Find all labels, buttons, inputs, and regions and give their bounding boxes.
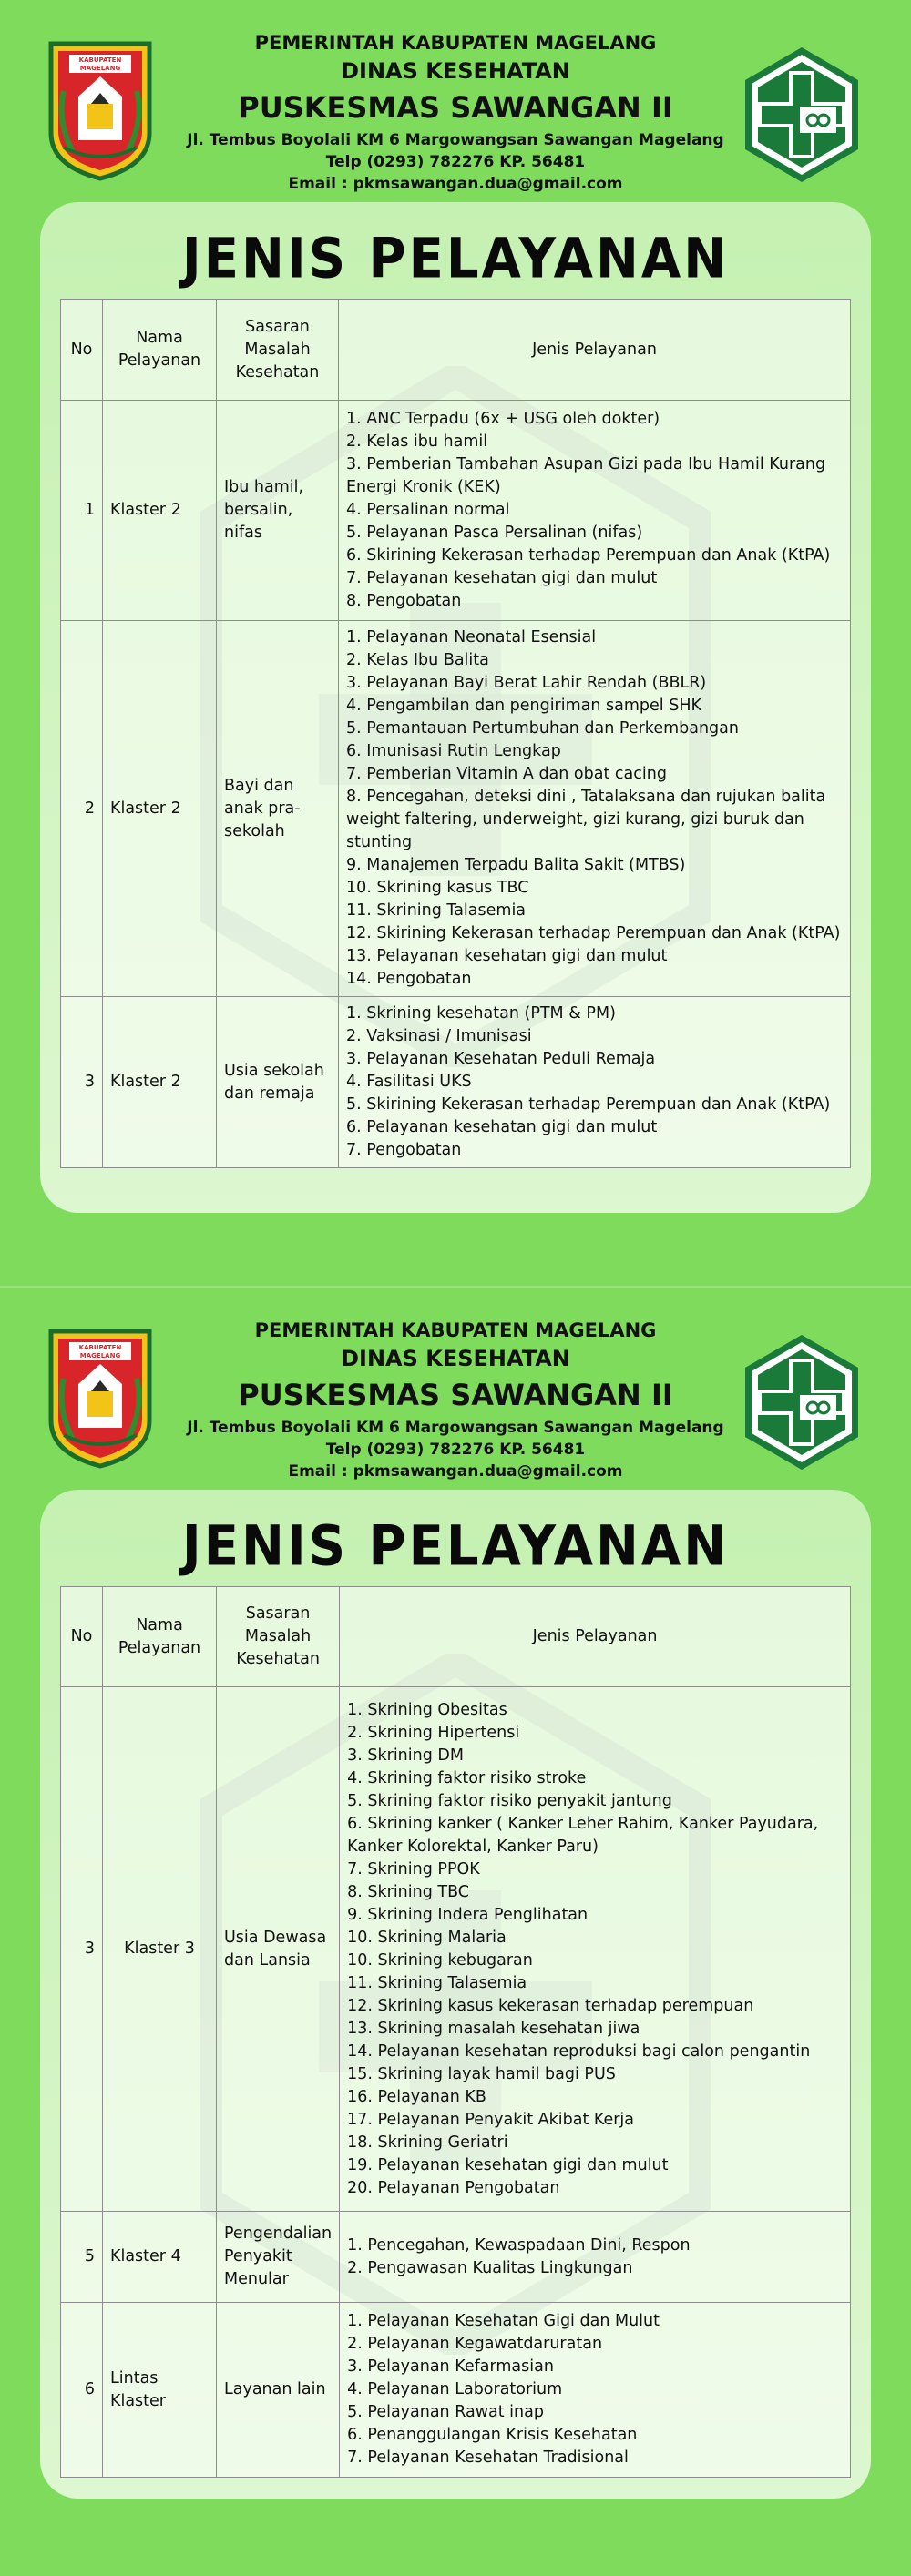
- service-item: 16. Pelayanan KB: [347, 2087, 486, 2106]
- row-no: 2: [61, 621, 103, 997]
- table-header-row: [61, 300, 851, 401]
- service-item: 15. Skrining layak hamil bagi PUS: [347, 2064, 616, 2083]
- table-row: [61, 2212, 851, 2303]
- svg-text:MAGELANG: MAGELANG: [79, 65, 121, 72]
- service-list: [347, 2310, 843, 2469]
- service-item: 6. Penanggulangan Krisis Kesehatan: [347, 2426, 638, 2444]
- service-list: [346, 626, 843, 991]
- service-item: 18. Skrining Geriatri: [347, 2133, 508, 2152]
- row-no: 5: [61, 2212, 103, 2303]
- clinic-phone: Telp (0293) 782276 KP. 56481: [325, 1441, 586, 1459]
- row-sasaran: Ibu hamil, bersalin, nifas: [217, 401, 339, 621]
- service-item: 3. Pelayanan Bayi Berat Lahir Rendah (BBLR): [346, 674, 707, 692]
- service-item: 6. Imunisasi Rutin Lengkap: [346, 742, 561, 760]
- page-2: [0, 1288, 911, 2571]
- service-item: 1. Pelayanan Kesehatan Gigi dan Mulut: [347, 2312, 660, 2330]
- service-item: 6. Skrining kanker ( Kanker Leher Rahim, Kanker Payudara, Kanker Kolorektal, Kanker Paru): [347, 1814, 819, 1856]
- service-item: 1. Skrining Obesitas: [347, 1700, 507, 1719]
- row-nama: Lintas Klaster: [103, 2303, 217, 2478]
- services-table: [60, 299, 851, 1168]
- clinic-phone: Telp (0293) 782276 KP. 56481: [325, 153, 586, 171]
- clinic-email: Email : pkmsawangan.dua@gmail.com: [288, 175, 623, 193]
- row-no: 3: [61, 997, 103, 1168]
- row-nama: Klaster 4: [103, 2212, 217, 2303]
- service-item: 4. Persalinan normal: [346, 501, 510, 519]
- service-item: 5. Pelayanan Rawat inap: [347, 2403, 544, 2421]
- row-sasaran: Pengendalian Penyakit Menular: [217, 2212, 340, 2303]
- service-item: 2. Kelas Ibu Balita: [346, 651, 489, 669]
- service-list: [346, 1003, 843, 1162]
- service-item: 2. Pengawasan Kualitas Lingkungan: [347, 2258, 633, 2277]
- service-item: 7. Skrining PPOK: [347, 1859, 480, 1879]
- service-item: 11. Skrining Talasemia: [346, 901, 527, 920]
- puskesmas-cross-logo: [740, 44, 864, 186]
- service-item: 2. Skrining Hipertensi: [347, 1723, 520, 1742]
- government-name: PEMERINTAH KABUPATEN MAGELANG: [254, 32, 657, 54]
- service-item: 5. Skirining Kekerasan terhadap Perempuan dan Anak (KtPA): [346, 1095, 831, 1114]
- service-item: 1. Skrining kesehatan (PTM & PM): [346, 1004, 616, 1023]
- department-name: DINAS KESEHATAN: [341, 58, 570, 84]
- clinic-name: PUSKESMAS SAWANGAN II: [238, 1378, 673, 1412]
- content-card: [40, 202, 871, 1213]
- header-no: No: [61, 1587, 103, 1687]
- header-jenis: Jenis Pelayanan: [340, 1587, 851, 1687]
- service-list: [347, 1699, 843, 2200]
- service-item: 4. Pengambilan dan pengiriman sampel SHK: [346, 697, 701, 715]
- header-no: No: [61, 300, 103, 401]
- clinic-address: Jl. Tembus Boyolali KM 6 Margowangsan Sawangan Magelang: [187, 131, 724, 149]
- row-services: [340, 2303, 851, 2478]
- row-sasaran: Usia Dewasa dan Lansia: [217, 1687, 340, 2212]
- service-item: 1. Pencegahan, Kewaspadaan Dini, Respon: [347, 2235, 691, 2255]
- service-item: 2. Vaksinasi / Imunisasi: [346, 1027, 532, 1045]
- service-item: 12. Skrining kasus kekerasan terhadap perempuan: [347, 1996, 754, 2015]
- row-services: [339, 401, 851, 621]
- service-item: 7. Pengobatan: [346, 1141, 462, 1159]
- row-services: [340, 1687, 851, 2212]
- row-sasaran: Usia sekolah dan remaja: [217, 997, 339, 1168]
- service-item: 11. Skrining Talasemia: [347, 1973, 527, 1992]
- letterhead-text: [182, 29, 729, 195]
- header-sasaran: Sasaran Masalah Kesehatan: [217, 300, 339, 401]
- service-item: 20. Pelayanan Pengobatan: [347, 2178, 560, 2197]
- services-table: [60, 1586, 851, 2478]
- row-services: [339, 997, 851, 1168]
- svg-text:MAGELANG: MAGELANG: [79, 1352, 121, 1359]
- service-item: 10. Skrining kebugaran: [347, 1950, 533, 1970]
- service-item: 12. Skirining Kekerasan terhadap Perempuan dan Anak (KtPA): [346, 924, 841, 942]
- service-item: 8. Pencegahan, deteksi dini , Tatalaksana dan rujukan balita weight faltering, underweight, gizi kurang, gizi buruk dan stunting: [346, 788, 826, 851]
- puskesmas-cross-logo: [740, 1331, 864, 1473]
- service-item: 3. Skrining DM: [347, 1746, 464, 1765]
- header-nama: Nama Pelayanan: [103, 300, 217, 401]
- service-item: 8. Pengobatan: [346, 592, 462, 610]
- service-item: 19. Pelayanan kesehatan gigi dan mulut: [347, 2155, 669, 2174]
- page-title: JENIS PELAYANAN: [181, 227, 730, 291]
- row-services: [340, 2212, 851, 2303]
- row-services: [339, 621, 851, 997]
- kabupaten-magelang-logo: [46, 38, 155, 182]
- service-item: 10. Skrining Malaria: [347, 1928, 507, 1947]
- clinic-email: Email : pkmsawangan.dua@gmail.com: [288, 1462, 623, 1481]
- service-item: 14. Pengobatan: [346, 970, 472, 988]
- service-item: 5. Pemantauan Pertumbuhan dan Perkembangan: [346, 719, 739, 738]
- service-item: 8. Skrining TBC: [347, 1882, 470, 1901]
- clinic-name: PUSKESMAS SAWANGAN II: [238, 90, 673, 125]
- service-item: 14. Pelayanan kesehatan reproduksi bagi calon pengantin: [347, 2041, 811, 2061]
- service-item: 7. Pemberian Vitamin A dan obat cacing: [346, 765, 667, 783]
- header-jenis: Jenis Pelayanan: [339, 300, 851, 401]
- row-sasaran: Layanan lain: [217, 2303, 340, 2478]
- table-row: [61, 2303, 851, 2478]
- kabupaten-magelang-logo: [46, 1326, 155, 1470]
- row-sasaran: Bayi dan anak pra- sekolah: [217, 621, 339, 997]
- row-no: 6: [61, 2303, 103, 2478]
- service-list: [347, 2235, 843, 2280]
- government-name: PEMERINTAH KABUPATEN MAGELANG: [254, 1319, 657, 1341]
- service-item: 5. Pelayanan Pasca Persalinan (nifas): [346, 524, 643, 542]
- row-nama: Klaster 2: [103, 621, 217, 997]
- service-item: 5. Skrining faktor risiko penyakit jantung: [347, 1791, 672, 1810]
- department-name: DINAS KESEHATAN: [341, 1346, 570, 1371]
- service-item: 3. Pelayanan Kefarmasian: [347, 2357, 554, 2376]
- service-item: 10. Skrining kasus TBC: [346, 879, 529, 897]
- row-no: 1: [61, 401, 103, 621]
- row-no: 3: [61, 1687, 103, 2212]
- letterhead-text: [182, 1317, 729, 1482]
- service-item: 3. Pelayanan Kesehatan Peduli Remaja: [346, 1050, 656, 1068]
- table-row: [61, 621, 851, 997]
- svg-text:KABUPATEN: KABUPATEN: [78, 56, 122, 64]
- service-item: 4. Pelayanan Laboratorium: [347, 2380, 563, 2398]
- page-1: [0, 0, 911, 1284]
- service-list: [346, 408, 843, 613]
- table-row: [61, 1687, 851, 2212]
- table-row: [61, 997, 851, 1168]
- service-item: 17. Pelayanan Penyakit Akibat Kerja: [347, 2110, 635, 2129]
- service-item: 9. Skrining Indera Penglihatan: [347, 1905, 589, 1924]
- table-header-row: [61, 1587, 851, 1687]
- service-item: 1. ANC Terpadu (6x + USG oleh dokter): [346, 410, 660, 428]
- table-row: [61, 401, 851, 621]
- row-nama: Klaster 2: [103, 401, 217, 621]
- service-item: 4. Skrining faktor risiko stroke: [347, 1768, 587, 1787]
- row-nama: Klaster 2: [103, 997, 217, 1168]
- service-item: 13. Skrining masalah kesehatan jiwa: [347, 2019, 640, 2038]
- page-title: JENIS PELAYANAN: [181, 1514, 730, 1579]
- clinic-address: Jl. Tembus Boyolali KM 6 Margowangsan Sawangan Magelang: [187, 1419, 724, 1437]
- row-nama: Klaster 3: [103, 1687, 217, 2212]
- service-item: 2. Kelas ibu hamil: [346, 433, 488, 451]
- service-item: 1. Pelayanan Neonatal Esensial: [346, 628, 597, 647]
- service-item: 2. Pelayanan Kegawatdaruratan: [347, 2335, 603, 2353]
- header-nama: Nama Pelayanan: [103, 1587, 217, 1687]
- letterhead: [0, 1288, 911, 1488]
- service-item: 3. Pemberian Tambahan Asupan Gizi pada Ibu Hamil Kurang Energi Kronik (KEK): [346, 455, 826, 496]
- service-item: 6. Pelayanan kesehatan gigi dan mulut: [346, 1118, 658, 1136]
- service-item: 6. Skirining Kekerasan terhadap Perempuan dan Anak (KtPA): [346, 546, 831, 565]
- service-item: 9. Manajemen Terpadu Balita Sakit (MTBS): [346, 856, 686, 874]
- service-item: 13. Pelayanan kesehatan gigi dan mulut: [346, 947, 668, 965]
- letterhead: [0, 0, 911, 200]
- content-card: [40, 1490, 871, 2499]
- service-item: 7. Pelayanan Kesehatan Tradisional: [347, 2449, 629, 2467]
- service-item: 4. Fasilitasi UKS: [346, 1073, 472, 1091]
- svg-text:KABUPATEN: KABUPATEN: [78, 1344, 122, 1351]
- service-item: 7. Pelayanan kesehatan gigi dan mulut: [346, 569, 658, 587]
- header-sasaran: Sasaran Masalah Kesehatan: [217, 1587, 340, 1687]
